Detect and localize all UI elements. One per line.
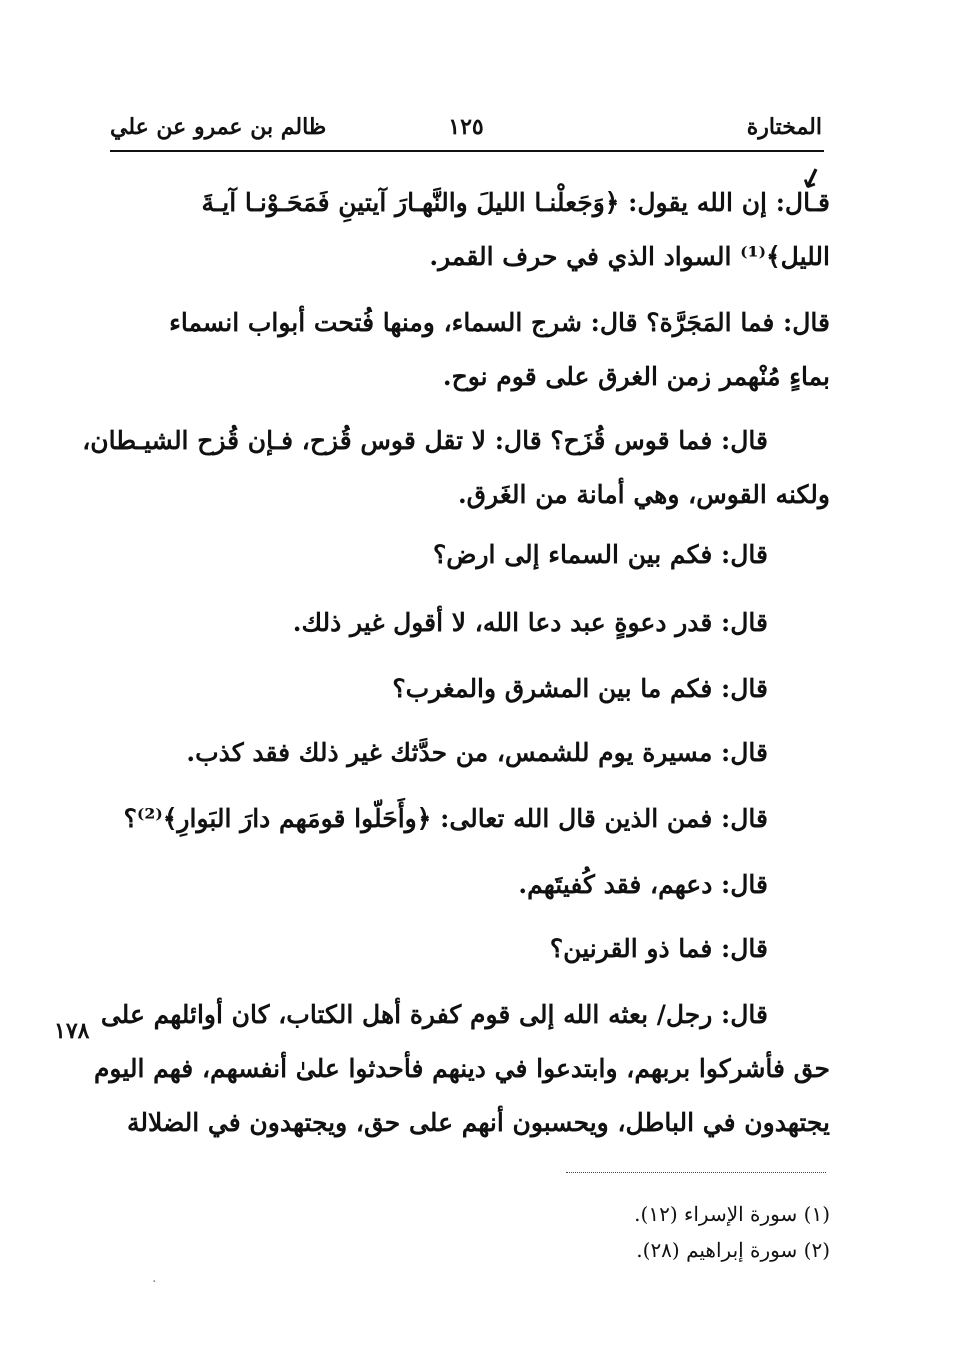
body-line-2: الليل﴾⁽¹⁾ السواد الذي في حرف القمر. [429, 242, 830, 271]
body-line-14: قال: رجل/ بعثه الله إلى قوم كفرة أهل الكتاب، كان أوائلهم على [100, 1000, 768, 1029]
body-line-13: قال: فما ذو القرنين؟ [549, 934, 768, 963]
footnote-rule [566, 1172, 826, 1173]
body-line-3: قال: فما المَجَرَّة؟ قال: شرج السماء، ومنها فُتحت أبواب انسماء [169, 308, 830, 337]
body-line-9: قال: فكم ما بين المشرق والمغرب؟ [392, 674, 768, 703]
handwritten-mark-icon: ↙ [795, 158, 829, 199]
chapter-title: ظالم بن عمرو عن علي [110, 114, 327, 140]
footnote-2: (٢) سورة إبراهيم (٢٨). [636, 1238, 830, 1262]
header-rule [110, 150, 824, 152]
body-line-1: قـال: إن الله يقول: ﴿وَجَعلْنـا الليلَ والنَّهـارَ آيتينِ فَمَحَـوْنـا آيـةَ [201, 188, 830, 217]
body-line-7: قال: فكم بين السماء إلى ارض؟ [432, 540, 768, 569]
body-line-4: بماءٍ مُنْهمر زمن الغرق على قوم نوح. [442, 362, 830, 391]
body-line-15: حق فأشركوا بربهم، وابتدعوا في دينهم فأحدثوا علىٰ أنفسهم، فهم اليوم [93, 1054, 830, 1083]
body-line-16: يجتهدون في الباطل، ويحسبون أنهم على حق، ويجتهدون في الضلالة [127, 1108, 830, 1137]
running-header [110, 114, 822, 150]
footnote-1: (١) سورة الإسراء (١٢). [634, 1202, 830, 1226]
body-line-11: قال: فمن الذين قال الله تعالى: ﴿وأَحَلّوا قومَهم دارَ البَوارِ﴾⁽²⁾؟ [123, 804, 768, 833]
body-line-10: قال: مسيرة يوم للشمس، من حدَّثك غير ذلك فقد كذب. [186, 738, 768, 767]
body-line-12: قال: دعهم، فقد كُفيتَهم. [518, 870, 768, 899]
body-line-6: ولكنه القوس، وهي أمانة من الغَرق. [457, 480, 830, 509]
body-line-8: قال: قدر دعوةٍ عبد دعا الله، لا أقول غير ذلك. [292, 608, 768, 637]
book-title: المختارة [746, 114, 822, 140]
manuscript-folio-number: ١٧٨ [54, 1018, 90, 1044]
stray-dot: · [152, 1274, 157, 1290]
body-line-5: قال: فما قوس قُزَح؟ قال: لا تقل قوس قُزح، فـإن قُزح الشيـطان، [82, 426, 768, 455]
page-number: ١٢٥ [448, 114, 484, 140]
